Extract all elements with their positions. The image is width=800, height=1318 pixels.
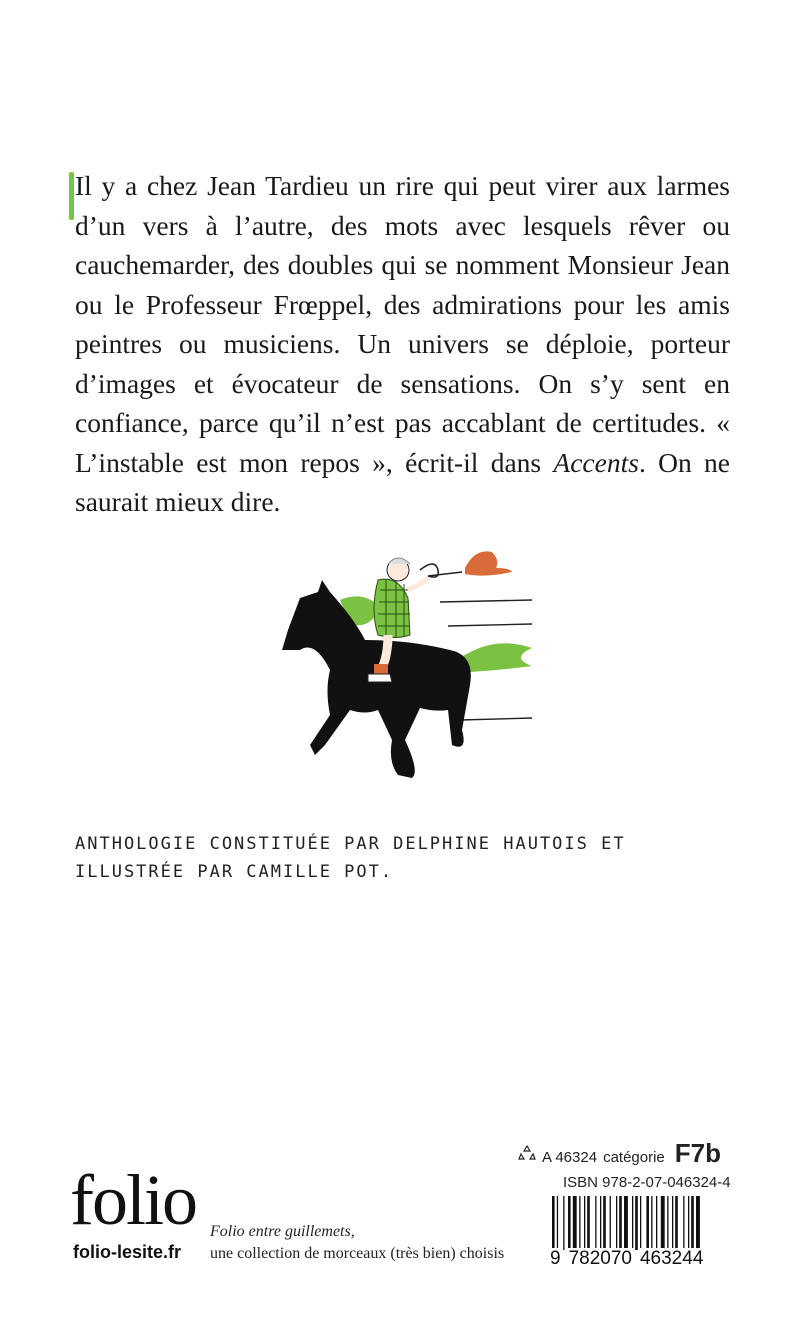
collection-tagline: une collection de morceaux (très bien) choisis (210, 1245, 505, 1262)
recycle-icon (518, 1144, 536, 1162)
catalog-row (518, 1138, 740, 1169)
category-label: catégorie (603, 1149, 665, 1166)
dropcap: I (75, 170, 84, 201)
isbn: ISBN 978-2-07-046324-4 (563, 1174, 731, 1191)
publisher-site: folio-lesite.fr (73, 1242, 182, 1262)
barcode-digits-left: 782070 (568, 1248, 632, 1269)
blurb-text-end: . On ne saurait mieux dire. (75, 446, 730, 517)
back-cover-blurb (75, 166, 730, 522)
dropcap-accent-bar (69, 172, 74, 220)
collection-name: Folio entre guillemets, (210, 1223, 355, 1240)
catalog-code: A 46324 (542, 1149, 598, 1166)
blurb-italic-title: Accents (553, 446, 639, 478)
collection-description (210, 1221, 530, 1265)
blurb-text: l y a chez Jean Tardieu un rire qui peut virer aux larmes d’un vers à l’autre, des mots avec lesquels rêver ou cauchemarder, des doubles qui se nomment Monsieur Jean ou le Professeur Frœppel, des admirations pour les amis peintres ou musiciens. Un univers se déploie, porteur d’images et évocateur de sensations. On s’y sent en confiance, parce qu’il n’est pas accablant de certitudes. « L’instable est mon repos », écrit-il dans (75, 170, 730, 478)
barcode-digits (548, 1248, 748, 1270)
horse-rider-illustration (270, 540, 540, 810)
barcode-digit-first: 9 (550, 1248, 561, 1269)
category-code: F7b (674, 1138, 722, 1168)
anthology-credit: ANTHOLOGIE CONSTITUÉE PAR DELPHINE HAUTOIS ET ILLUSTRÉE PAR CAMILLE POT. (75, 834, 626, 882)
barcode-digits-right: 463244 (639, 1248, 704, 1269)
folio-logo: folio (70, 1160, 196, 1240)
